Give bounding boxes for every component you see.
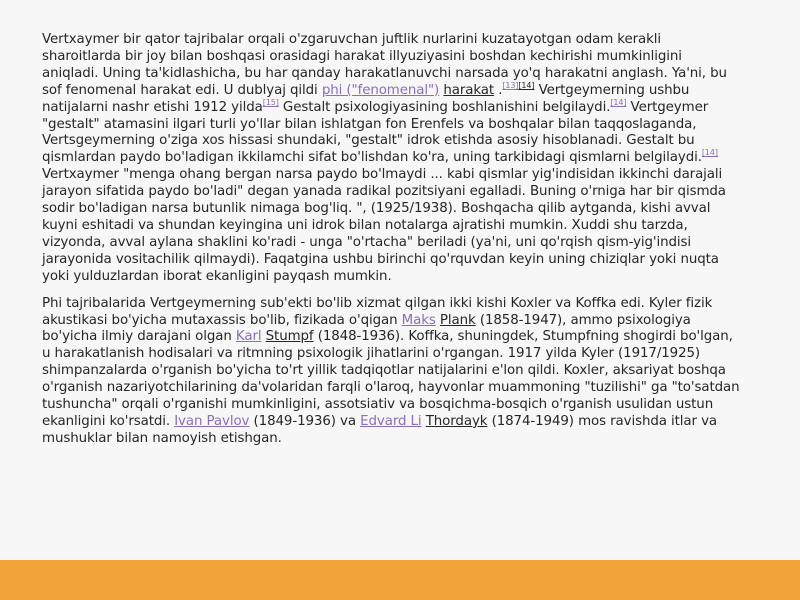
text-run: Phi tajribalarida Vertgeymerning sub'ekti bo'lib xizmat qilgan ikki kishi Koxler va Koffka edi. Kyler fizik akustikasi bo'yicha mutaxassis bo'lib, fizikada o'qigan	[42, 295, 713, 328]
citation-14[interactable]: [14]	[518, 80, 535, 90]
link-thordayk[interactable]: Thordayk	[425, 413, 488, 429]
link-phi[interactable]: phi ("fenomenal")	[321, 82, 440, 98]
citation-14[interactable]: [14]	[610, 97, 627, 107]
text-run: Gestalt psixologiyasining boshlanishini belgilaydi.	[278, 99, 611, 115]
text-run: Vertgeymer "gestalt" atamasini ilgari turli yo'llar bilan ishlatgan fon Erenfels va boshqalar bilan taqqoslaganda, Vertsgeymerning o'ziga xos hissasi shundaki, "gestalt" idrok etishda asosiy hisoblanadi. Gestalt bu qismlardan paydo bo'ladigan ikkilamchi sifat bo'lishdan ko'ra, uning tarkibidagi qismlarni belgilaydi.	[42, 99, 709, 166]
text-run: (1849-1936) va	[249, 413, 361, 429]
text-run: Vertgeymerning ushbu natijalarni nashr etishi 1912 yilda	[42, 82, 690, 115]
text-run: (1848-1936). Koffka, shuningdek, Stumpfning shogirdi bo'lgan, u harakatlanish hodisalari va ritmning psixologik jihatlarini o'rgangan. 1917 yilda Kyler (1917/1925) shimpanzalarda o'rganish bo'yicha to'rt yillik tadqiqotlar natijalarini e'lon qildi. Koxler, aksariyat boshqa o'rganish nazariyotchilarining da'volaridan farqli o'laroq, hayvonlar muammoning "tuzilishi" ga "to'satdan tushuncha" orqali o'rganishi mumkinligini, assotsiativ va bosqichma-bosqich o'rganish usulidan ustun ekanligini ko'rsatdi.	[42, 329, 740, 429]
bottom-accent-bar	[0, 560, 800, 600]
slide-content	[42, 32, 742, 458]
citation-15[interactable]: [15]	[262, 97, 279, 107]
text-run: (1858-1947), ammo psixologiya bo'yicha ilmiy darajani olgan	[42, 312, 691, 345]
citation-14[interactable]: [14]	[701, 148, 718, 158]
paragraph-2	[42, 296, 742, 448]
link-maks[interactable]: Maks	[401, 312, 436, 328]
text-run: Vertxaymer "menga ohang bergan narsa paydo bo'lmaydi ... kabi qismlar yig'indisidan ikkinchi darajali jarayon sifatida paydo bo'ladi" degan yanada radikal pozitsiyani egalladi. Buning o'rniga har bir qismda sodir bo'ladigan narsa butunlik nimaga bog'liq. ", (1925/1938). Boshqacha qilib aytganda, kishi avval kuyni eshitadi va shundan keyingina uni idrok bilan notalarga ajratishi mumkin. Xuddi shu tarzda, vizyonda, avval aylana shaklini ko'radi - unga "o'rtacha" beriladi (ya'ni, uni qo'rqish qism-yig'indisi jarayonida vositachilik qilmaydi). Faqatgina ushbu birinchi qo'rquvdan keyin uning chiziqlar yoki nuqta yoki yulduzlardan iborat ekanligini payqash mumkin.	[42, 167, 726, 284]
citation-13[interactable]: [13]	[502, 80, 519, 90]
link-harakat[interactable]: harakat	[443, 82, 495, 98]
link-stumpf[interactable]: Stumpf	[265, 329, 314, 345]
text-run: (1874-1949) mos ravishda itlar va mushuklar bilan namoyish etishgan.	[42, 413, 718, 446]
link-edvard-li[interactable]: Edvard Li	[360, 413, 422, 429]
link-plank[interactable]: Plank	[439, 312, 476, 328]
text-run: .	[494, 82, 503, 98]
link-ivan-pavlov[interactable]: Ivan Pavlov	[174, 413, 250, 429]
text-run: Vertxaymer bir qator tajribalar orqali o'zgaruvchan juftlik nurlarini kuzatayotgan odam kerakli sharoitlarda bir joy bilan boshqasi orasidagi harakat illyuziyasini boshdan kechirishi mumkinligini aniqladi. Uning ta'kidlashicha, bu har qanday harakatlanuvchi narsada yo'q harakatni anglash. Ya'ni, bu sof fenomenal harakat edi. U dublyaj qildi	[42, 32, 727, 98]
paragraph-1	[42, 32, 742, 286]
link-karl[interactable]: Karl	[235, 329, 262, 345]
